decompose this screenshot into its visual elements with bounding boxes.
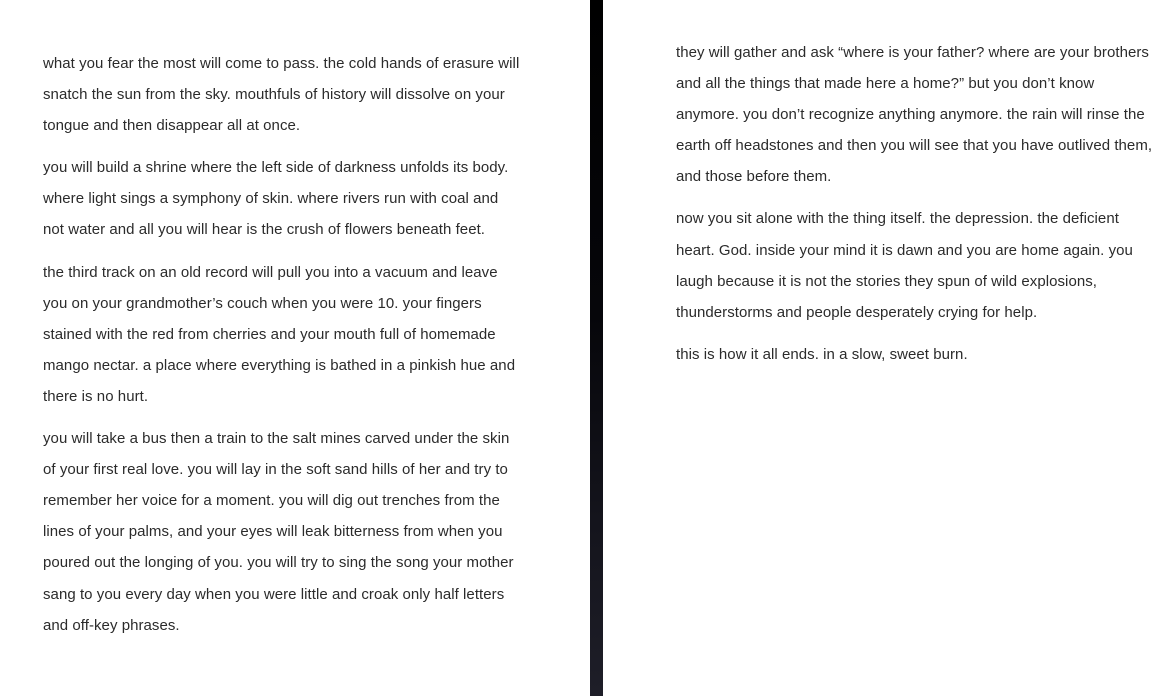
left-paragraph-1: what you fear the most will come to pass. the cold hands of erasure will snatch the sun from the sky. mouthfuls of history will dissolve on your tongue and then disappear all at once. (43, 55, 520, 135)
right-paragraph-3: this is how it all ends. in a slow, sweet burn. (676, 345, 968, 363)
left-paragraph-3: the third track on an old record will pull you into a vacuum and leave you on your grandmother’s couch when you were 10. your fingers stained with the red from cherries and your mouth full of homemade mango nectar. a place where everything is bathed in a pinkish hue and there is no hurt. (43, 263, 516, 405)
left-paragraph-2: you will build a shrine where the left side of darkness unfolds its body. where light sings a symphony of skin. where rivers run with coal and not water and all you will hear is the crush of flowers beneath feet. (43, 159, 509, 239)
left-paragraph-4: you will take a bus then a train to the salt mines carved under the skin of your first real love. you will lay in the soft sand hills of her and try to remember her voice for a moment. you will dig out trenches from the lines of your palms, and your eyes will leak bitterness from when you poured out the longing of you. you will try to sing the song your mother sang to you every day when you were little and croak only half letters and off-key phrases. (43, 430, 514, 634)
right-paragraph-2: now you sit alone with the thing itself. the depression. the deficient heart. God. inside your mind it is dawn and you are home again. you laugh because it is not the stories they spun of wild explosions, thunderstorms and people desperately crying for help. (676, 210, 1133, 321)
right-paragraph-1: they will gather and ask “where is your father? where are your brothers and all the things that made here a home?” but you don’t know anymore. you don’t recognize anything anymore. the rain will rinse the earth off headstones and then you will see that you have outlived them, and those before them. (676, 44, 1153, 186)
book-spine (590, 0, 603, 696)
right-page (603, 0, 1166, 696)
